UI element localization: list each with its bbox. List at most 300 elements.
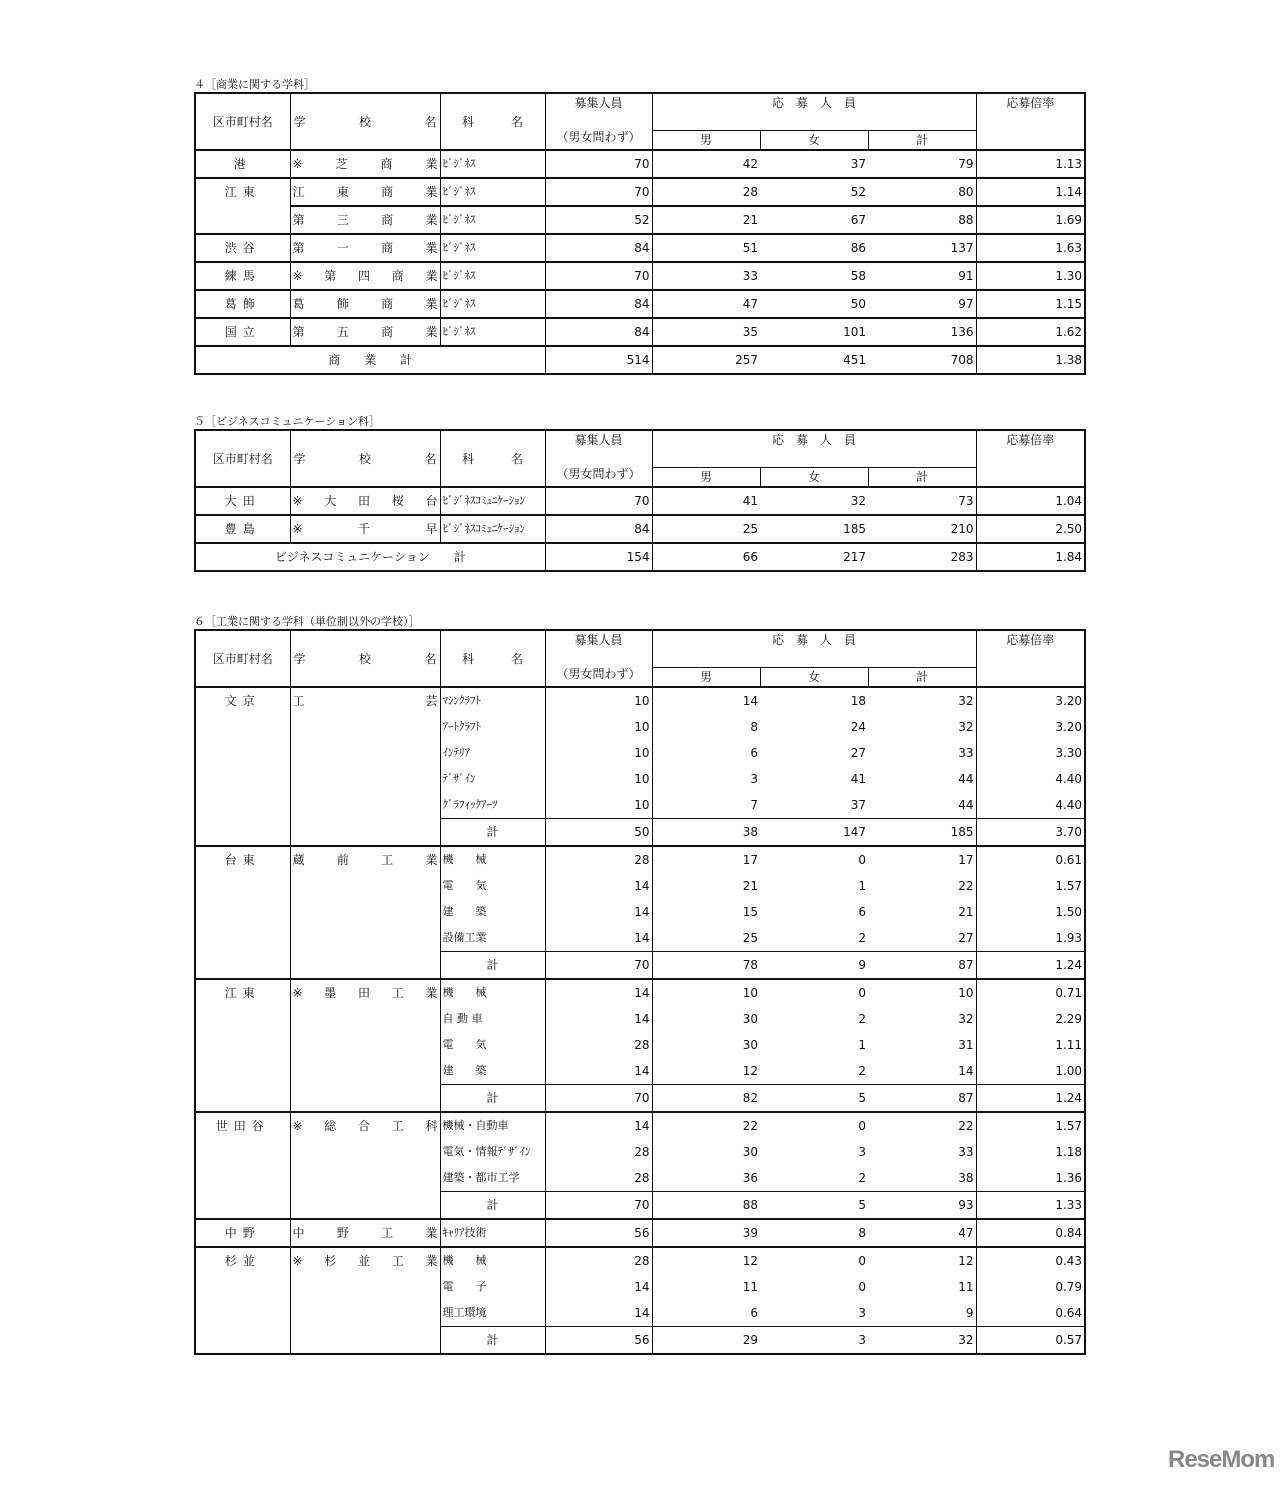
cell-ratio: 1.50 [976, 899, 1085, 925]
cell-ratio: 1.04 [976, 487, 1085, 515]
cell-ratio: 3.70 [976, 819, 1085, 847]
cell-quota: 14 [545, 1300, 652, 1327]
cell-total: 93 [868, 1192, 976, 1220]
cell-ratio: 1.57 [976, 1112, 1085, 1139]
cell-ratio: 1.36 [976, 1165, 1085, 1192]
cell-male: 41 [652, 487, 760, 515]
cell-quota: 14 [545, 873, 652, 899]
cell-female: 3 [760, 1300, 868, 1327]
table-row [195, 1247, 1085, 1274]
school-name-text [293, 291, 438, 317]
cell-ratio: 4.40 [976, 766, 1085, 792]
cell-female: 0 [760, 1112, 868, 1139]
cell-ratio: 0.79 [976, 1274, 1085, 1300]
header-quota-note: （男女問わず） [556, 130, 641, 144]
school-name-text-char: 業 [425, 986, 438, 1000]
cell-ratio: 1.18 [976, 1139, 1085, 1165]
header-school-char: 学 [293, 114, 306, 129]
cell-quota: 28 [545, 1032, 652, 1058]
school-name-text-char: 墨 [324, 986, 337, 1000]
header-school-char: 名 [424, 651, 437, 666]
header-female: 女 [760, 131, 868, 151]
course-name: ｱｰﾄｸﾗﾌﾄ [440, 714, 545, 740]
table-row [195, 487, 1085, 515]
header-school-char: 名 [424, 451, 437, 466]
school-name [290, 1112, 440, 1219]
header-ward: 区市町村名 [195, 93, 290, 150]
school-name-text-char: 葛 [292, 297, 305, 311]
admission-table [194, 92, 1086, 375]
header-row-1 [195, 630, 1085, 668]
header-female: 女 [760, 668, 868, 688]
school-name [290, 206, 440, 234]
school-name-text-char: 桜 [391, 494, 404, 508]
header-course-label [444, 113, 542, 131]
header-course-char: 科 [461, 651, 474, 666]
school-name-text-char: 総 [324, 1119, 337, 1133]
cell-ratio: 1.13 [976, 150, 1085, 178]
cell-quota: 52 [545, 206, 652, 234]
course-name: 自 動 車 [440, 1006, 545, 1032]
cell-male: 35 [652, 318, 760, 346]
cell-quota: 14 [545, 1058, 652, 1085]
school-name-text-char: 業 [425, 185, 438, 199]
course-name: 電 気 [440, 873, 545, 899]
cell-female: 50 [760, 290, 868, 318]
cell-ratio: 3.20 [976, 714, 1085, 740]
cell-female: 147 [760, 819, 868, 847]
header-course-char: 科 [461, 114, 474, 129]
header-male: 男 [652, 468, 760, 488]
cell-ratio: 1.62 [976, 318, 1085, 346]
table-body [195, 487, 1085, 571]
course-name: ﾋﾞｼﾞﾈｽ [440, 206, 545, 234]
school-name-text-char: 蔵 [292, 853, 305, 867]
school-name-text-char: 東 [336, 185, 349, 199]
ward-name: 練馬 [195, 262, 290, 290]
section-title: ６［工業に関する学科（単位制以外の学校）］ [194, 615, 420, 628]
cell-total: 137 [868, 234, 976, 262]
school-name-text [293, 1113, 438, 1139]
school-name-text-char: 科 [425, 1119, 438, 1133]
cell-quota: 28 [545, 1139, 652, 1165]
school-name-text-char: ※ [292, 269, 303, 283]
header-ward: 区市町村名 [195, 430, 290, 487]
cell-quota: 10 [545, 714, 652, 740]
school-name-text-char: 業 [425, 241, 438, 255]
cell-female: 3 [760, 1327, 868, 1355]
ward-name: 杉並 [195, 1247, 290, 1354]
cell-female: 24 [850, 720, 866, 734]
header-quota [545, 93, 652, 150]
header-quota [545, 630, 652, 687]
header-quota-note: （男女問わず） [556, 467, 641, 481]
cell-quota: 70 [545, 1085, 652, 1113]
header-female: 女 [760, 468, 868, 488]
header-course [440, 430, 545, 487]
school-name-text-char: 芸 [425, 694, 438, 708]
cell-female: 5 [760, 1192, 868, 1220]
ward-name: 江東 [195, 178, 290, 234]
cell-male: 33 [652, 262, 760, 290]
table-header [195, 93, 1085, 150]
cell-quota: 10 [545, 687, 652, 714]
course-name: 電 子 [440, 1274, 545, 1300]
school-name [290, 979, 440, 1112]
school-name-text-char: 工 [391, 1254, 404, 1268]
cell-male: 22 [652, 1112, 760, 1139]
cell-female: 101 [760, 318, 868, 346]
cell-total: 27 [868, 925, 976, 952]
school-name-text-char: 工 [381, 853, 394, 867]
school-name-text-char: 業 [425, 297, 438, 311]
course-name: ﾃﾞｻﾞｲﾝ [440, 766, 545, 792]
cell-quota: 70 [545, 1192, 652, 1220]
school-name [290, 318, 440, 346]
cell-quota: 14 [545, 979, 652, 1006]
school-name-text-char: ※ [292, 1119, 303, 1133]
header-school-char: 校 [358, 114, 371, 129]
cell-ratio: 1.33 [976, 1192, 1085, 1220]
cell-quota: 84 [545, 318, 652, 346]
cell-quota: 70 [545, 150, 652, 178]
ward-name: 豊島 [195, 515, 290, 543]
cell-male: 39 [652, 1219, 760, 1247]
cell-quota: 10 [545, 740, 652, 766]
cell-male: 12 [652, 1247, 760, 1274]
cell-total: 33 [868, 1139, 976, 1165]
cell-male: 6 [652, 1300, 760, 1327]
admission-table [194, 629, 1086, 1355]
table-row [195, 979, 1085, 1006]
course-name: ｸﾞﾗﾌｨｯｸｱｰﾂ [440, 792, 545, 819]
course-name: ﾋﾞｼﾞﾈｽ [440, 318, 545, 346]
cell-ratio: 0.71 [976, 979, 1085, 1006]
total-label: 商 業 計 [195, 346, 545, 374]
cell-total: 38 [868, 1165, 976, 1192]
subtotal-label: 計 [440, 952, 545, 980]
cell-total: 97 [868, 290, 976, 318]
header-course-label [444, 650, 542, 668]
cell-total: 31 [868, 1032, 976, 1058]
header-applicants: 応 募 人 員 [652, 430, 976, 468]
cell-total: 136 [868, 318, 976, 346]
table-body [195, 150, 1085, 374]
header-row-1 [195, 93, 1085, 131]
school-name-text-char: 業 [425, 325, 438, 339]
cell-total: 88 [868, 206, 976, 234]
cell-ratio: 1.00 [976, 1058, 1085, 1085]
header-quota-label: 募集人員 [574, 633, 623, 647]
section-title: ５［ビジネスコミュニケーション科］ [194, 415, 381, 428]
ward-name: 中野 [195, 1219, 290, 1247]
cell-male: 25 [652, 515, 760, 543]
school-name-text-char: 商 [381, 325, 394, 339]
header-total: 計 [868, 468, 976, 488]
table-row [195, 234, 1085, 262]
school-name-text-char: 江 [292, 185, 305, 199]
section-industrial [194, 615, 1084, 1355]
school-name-text-char: 業 [425, 1254, 438, 1268]
cell-ratio: 1.93 [976, 925, 1085, 952]
course-name: ﾏｼﾝｸﾗﾌﾄ [440, 687, 545, 714]
school-name-text [293, 319, 438, 345]
school-name-text-char: 商 [381, 241, 394, 255]
cell-ratio: 1.63 [976, 234, 1085, 262]
course-name: ﾋﾞｼﾞﾈｽ [440, 150, 545, 178]
cell-male: 82 [652, 1085, 760, 1113]
header-course [440, 630, 545, 687]
cell-female: 2 [760, 1165, 868, 1192]
table-row [195, 515, 1085, 543]
school-name-text-char: ※ [292, 986, 303, 1000]
header-school [290, 630, 440, 687]
cell-ratio: 1.14 [976, 178, 1085, 206]
school-name [290, 290, 440, 318]
school-name-text-char: 野 [336, 1226, 349, 1240]
school-name [290, 150, 440, 178]
header-course-char: 名 [510, 651, 523, 666]
cell-total: 14 [868, 1058, 976, 1085]
school-name-text-char: 中 [292, 1226, 305, 1240]
school-name-text [293, 1220, 438, 1246]
school-name-text [293, 688, 438, 714]
header-course-char: 名 [510, 114, 523, 129]
school-name-text-char: 三 [336, 213, 349, 227]
cell-total: 22 [868, 873, 976, 899]
table-row [195, 206, 1085, 234]
table-header [195, 430, 1085, 487]
cell-quota: 70 [545, 262, 652, 290]
header-school-label [294, 113, 437, 131]
table-header [195, 630, 1085, 687]
cell-male: 8 [652, 714, 760, 740]
cell-quota: 10 [545, 766, 652, 792]
school-name-text-char: ※ [292, 494, 303, 508]
header-school-char: 校 [358, 651, 371, 666]
header-total: 計 [868, 668, 976, 688]
school-name-text-char: 商 [381, 213, 394, 227]
school-name-text-char: 工 [391, 1119, 404, 1133]
cell-quota: 14 [545, 925, 652, 952]
header-school-char: 学 [293, 651, 306, 666]
school-name-text-char: 大 [324, 494, 337, 508]
cell-male: 17 [652, 846, 760, 873]
school-name-text [293, 1248, 438, 1274]
cell-quota: 154 [545, 543, 652, 571]
cell-total: 22 [868, 1112, 976, 1139]
cell-ratio: 1.69 [976, 206, 1085, 234]
cell-total: 12 [868, 1247, 976, 1274]
table-row [195, 262, 1085, 290]
cell-female: 2 [760, 925, 868, 952]
course-name: 建築・都市工学 [440, 1165, 545, 1192]
total-label: ビジネスコミュニケーション 計 [195, 543, 545, 571]
cell-quota: 28 [545, 846, 652, 873]
cell-female: 2 [760, 1058, 868, 1085]
section-commerce [194, 78, 1084, 375]
cell-male: 30 [652, 1006, 760, 1032]
course-name: ｷｬﾘｱ技術 [440, 1219, 545, 1247]
school-name-text [293, 847, 438, 873]
ward-name: 大田 [195, 487, 290, 515]
school-name [290, 178, 440, 206]
header-ratio: 応募倍率 [976, 630, 1085, 687]
cell-male: 66 [652, 543, 760, 571]
school-name-text [293, 516, 438, 542]
cell-male: 10 [652, 979, 760, 1006]
cell-male: 88 [652, 1192, 760, 1220]
school-name-text-char: 商 [381, 297, 394, 311]
cell-total: 32 [868, 714, 976, 740]
cell-male: 38 [652, 819, 760, 847]
course-name: 設備工業 [440, 925, 545, 952]
cell-ratio: 1.11 [976, 1032, 1085, 1058]
cell-ratio: 1.38 [976, 346, 1085, 374]
school-name-text [293, 980, 438, 1006]
cell-male: 25 [652, 925, 760, 952]
cell-male: 11 [652, 1274, 760, 1300]
school-name-text-char: 業 [425, 213, 438, 227]
header-school-char: 名 [424, 114, 437, 129]
cell-ratio: 0.43 [976, 1247, 1085, 1274]
course-name: ﾋﾞｼﾞﾈｽ [440, 234, 545, 262]
course-name: 電気・情報ﾃﾞｻﾞｲﾝ [440, 1139, 545, 1165]
cell-total: 21 [868, 899, 976, 925]
cell-female: 185 [760, 515, 868, 543]
total-row [195, 346, 1085, 374]
cell-male: 21 [652, 873, 760, 899]
cell-female: 9 [760, 952, 868, 980]
subtotal-label: 計 [440, 1327, 545, 1355]
ward-name: 江東 [195, 979, 290, 1112]
resemom-logo: ReseMom [1168, 1446, 1275, 1473]
cell-male: 3 [652, 766, 760, 792]
cell-ratio: 1.57 [976, 873, 1085, 899]
table-body [195, 687, 1085, 1354]
course-name: 機械・自動車 [440, 1112, 545, 1139]
school-name-text-char: 四 [358, 269, 371, 283]
cell-male: 6 [652, 740, 760, 766]
cell-female: 67 [760, 206, 868, 234]
school-name-text-char: ※ [292, 1254, 303, 1268]
course-name: ﾋﾞｼﾞﾈｽｺﾐｭﾆｹｰｼｮﾝ [440, 515, 545, 543]
cell-female: 52 [760, 178, 868, 206]
header-quota-label: 募集人員 [574, 96, 623, 110]
school-name-text-char: 商 [391, 269, 404, 283]
cell-female: 8 [760, 1219, 868, 1247]
section-business-communication [194, 415, 1084, 572]
cell-total: 10 [868, 979, 976, 1006]
cell-male: 29 [652, 1327, 760, 1355]
cell-quota: 28 [545, 1247, 652, 1274]
cell-male: 78 [652, 952, 760, 980]
cell-ratio: 0.64 [976, 1300, 1085, 1327]
header-ratio: 応募倍率 [976, 93, 1085, 150]
school-name [290, 687, 440, 846]
cell-male: 47 [652, 290, 760, 318]
table-row [195, 846, 1085, 873]
school-name-text-char: 一 [336, 241, 349, 255]
course-name: ｲﾝﾃﾘｱ [440, 740, 545, 766]
ward-name: 世田谷 [195, 1112, 290, 1219]
cell-ratio: 1.30 [976, 262, 1085, 290]
cell-male: 51 [652, 234, 760, 262]
cell-female: 0 [760, 979, 868, 1006]
cell-female: 451 [760, 346, 868, 374]
table-row [195, 1112, 1085, 1139]
school-name-text-char: 前 [336, 853, 349, 867]
school-name-text [293, 207, 438, 233]
cell-ratio: 4.40 [976, 792, 1085, 819]
school-name [290, 1219, 440, 1247]
cell-male: 21 [652, 206, 760, 234]
cell-total: 33 [868, 740, 976, 766]
ward-name: 台東 [195, 846, 290, 979]
school-name-text-char: 商 [381, 185, 394, 199]
admission-table [194, 429, 1086, 572]
cell-male: 36 [652, 1165, 760, 1192]
cell-ratio: 2.50 [976, 515, 1085, 543]
cell-ratio: 1.15 [976, 290, 1085, 318]
total-row [195, 543, 1085, 571]
header-male: 男 [652, 668, 760, 688]
cell-total: 185 [868, 819, 976, 847]
cell-female: 0 [760, 1247, 868, 1274]
cell-female: 37 [760, 792, 868, 819]
cell-male: 30 [652, 1032, 760, 1058]
school-name-text-char: ※ [292, 157, 303, 171]
school-name-text [293, 263, 438, 289]
cell-quota: 70 [545, 487, 652, 515]
cell-female: 1 [858, 879, 866, 893]
school-name-text-char: 五 [336, 325, 349, 339]
course-name: ﾋﾞｼﾞﾈｽ [440, 178, 545, 206]
cell-male: 257 [652, 346, 760, 374]
school-name-text [293, 488, 438, 514]
cell-male: 42 [652, 150, 760, 178]
school-name [290, 487, 440, 515]
table-row [195, 687, 1085, 714]
cell-ratio: 0.57 [976, 1327, 1085, 1355]
cell-ratio: 1.84 [976, 543, 1085, 571]
table-row [195, 1219, 1085, 1247]
cell-female: 0 [760, 846, 868, 873]
cell-ratio: 0.84 [976, 1219, 1085, 1247]
school-name [290, 1247, 440, 1354]
cell-ratio: 1.24 [976, 952, 1085, 980]
course-name: ﾋﾞｼﾞﾈｽ [440, 262, 545, 290]
cell-female: 27 [850, 746, 866, 760]
school-name-text-char: 第 [292, 325, 305, 339]
cell-total: 32 [868, 1006, 976, 1032]
cell-total: 283 [868, 543, 976, 571]
cell-female: 5 [760, 1085, 868, 1113]
cell-quota: 84 [545, 290, 652, 318]
cell-total: 11 [868, 1274, 976, 1300]
cell-quota: 28 [545, 1165, 652, 1192]
ward-name: 渋谷 [195, 234, 290, 262]
table-row [195, 178, 1085, 206]
header-quota-note: （男女問わず） [556, 667, 641, 681]
course-name: 電 気 [440, 1032, 545, 1058]
course-name: ﾋﾞｼﾞﾈｽ [440, 290, 545, 318]
cell-female: 86 [760, 234, 868, 262]
cell-female: 0 [858, 1280, 866, 1294]
school-name-text-char: 業 [425, 1226, 438, 1240]
cell-total: 91 [868, 262, 976, 290]
cell-female: 37 [760, 150, 868, 178]
